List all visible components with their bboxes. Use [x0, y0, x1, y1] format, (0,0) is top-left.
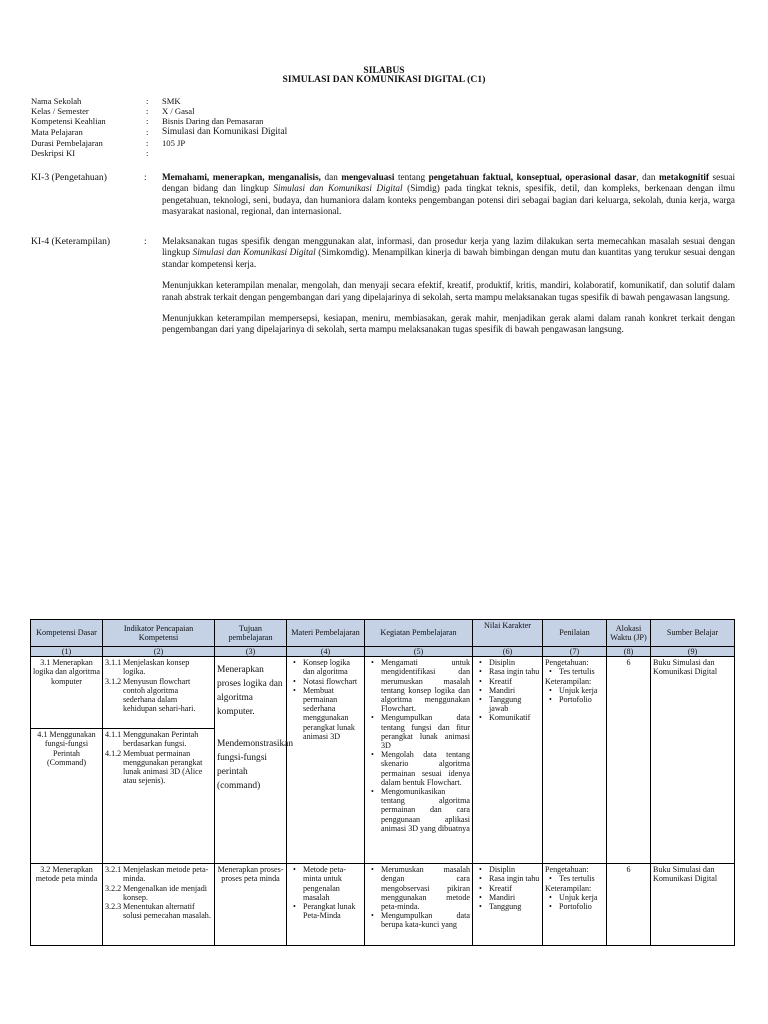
identity-value: SMK	[162, 96, 181, 106]
list-item	[105, 865, 212, 883]
list-item	[105, 730, 212, 748]
tujuan-cell	[215, 657, 294, 864]
indikator-number: 3.1.1	[105, 658, 122, 668]
ki3-bold: Memahami, menerapkan, menganalisis,	[162, 172, 321, 182]
indikator-text: Menyusun flowchart contoh algoritma sederhana dalam kehidupan sehari-hari.	[123, 676, 196, 714]
indikator-number: 3.2.3	[105, 902, 122, 912]
kd-cell	[31, 657, 103, 864]
tujuan-text: Mendemonstrasikan fungsi-fungsi perintah (command)	[217, 739, 294, 792]
identity-colon: :	[146, 127, 149, 137]
ki3-section	[31, 172, 735, 218]
nilai-cell	[473, 657, 543, 864]
column-number: (4)	[287, 647, 365, 657]
indikator-number: 4.1.1	[105, 730, 122, 740]
indikator-text: Menentukan alternatif solusi pemecahan masalah.	[123, 902, 211, 921]
ki3-text-run: dan	[320, 172, 342, 182]
table-number-row	[31, 647, 735, 657]
list-item: • Komunikatif	[489, 713, 540, 722]
ki4-text-run: (Simkomdig). Menampilkan kinerja di bawah bimbingan dengan mutu dan kuantitas yang terukur sesuai dengan standar kompetensi kerja.	[162, 247, 735, 269]
ki3-italic: Simulasi dan Komunikasi Digital	[273, 183, 403, 194]
ki3-colon: :	[144, 172, 147, 182]
kd-cell: 3.2 Menerapkan metode peta minda	[31, 864, 103, 946]
list-item	[105, 884, 212, 902]
indikator-cell	[103, 657, 215, 864]
list-item: • Kreatif	[489, 884, 540, 893]
ki4-paragraph: Menunjukkan keterampilan mempersepsi, kesiapan, meniru, membiasakan, gerak mahir, menjadikan gerak alami dalam ranah konkret terkait dengan pengembangan dari yang dipelajarinya di sekolah, serta mampu melaksanakan tugas spesifik di bawah pengawasan langsung.	[162, 313, 735, 335]
penilaian-heading: Pengetahuan:	[545, 658, 589, 668]
column-number: (7)	[543, 647, 607, 657]
list-item: • Mandiri	[489, 686, 540, 695]
waktu-cell: 6	[607, 864, 651, 946]
list-item	[105, 902, 212, 920]
indikator-group	[103, 728, 214, 863]
list-item: • Unjuk kerja	[559, 686, 604, 695]
penilaian-heading: Pengetahuan:	[545, 865, 589, 875]
ki3-text-run: sesuai dengan bidang dan lingkup	[162, 172, 736, 194]
ki3-bold: pengetahuan faktual, konseptual, operasional dasar	[428, 172, 637, 182]
column-header: Alokasi Waktu (JP)	[607, 620, 651, 647]
list-item: • Mengolah data tentang skenario algoritma permainan sesuai idenya dalam bentuk Flowchart.	[381, 750, 470, 787]
list-item: • Portofolio	[559, 695, 604, 704]
column-header: Materi Pembelajaran	[287, 620, 365, 647]
materi-cell	[287, 864, 365, 946]
ki4-label: KI-4 (Keterampilan)	[31, 236, 111, 247]
identity-label: Durasi Pembelajaran	[31, 138, 103, 148]
indikator-text: Menjelaskan konsep logika.	[123, 658, 190, 677]
identity-label: Deskripsi KI	[31, 148, 76, 158]
column-header: Kegiatan Pembelajaran	[365, 620, 473, 647]
document-title: SILABUS	[363, 66, 405, 76]
ki4-italic: Simulasi dan Komunikasi Digital	[192, 247, 316, 258]
kd-text: 4.1 Menggunakan fungsi-fungsi Perintah (Command)	[31, 728, 102, 863]
list-item: • Tes tertulis	[559, 874, 604, 883]
list-item	[105, 749, 212, 786]
indikator-number: 3.1.2	[105, 676, 122, 686]
column-number: (6)	[473, 647, 543, 657]
indikator-number: 3.2.1	[105, 865, 122, 875]
indikator-group	[103, 657, 214, 728]
ki3-bold: mengevaluasi	[341, 172, 395, 182]
identity-value: 105 JP	[162, 138, 186, 148]
column-number: (5)	[365, 647, 473, 657]
penilaian-cell	[543, 657, 607, 864]
column-header: Sumber Belajar	[651, 620, 735, 647]
column-header: Tujuan pembelajaran	[215, 620, 287, 647]
list-item: • Mengamati untuk mengidentifikasi dan merumuskan masalah tentang konsep logika dan algoritma menggunakan Flowchart.	[381, 658, 470, 713]
document-subtitle: SIMULASI DAN KOMUNIKASI DIGITAL (C1)	[282, 75, 486, 85]
penilaian-heading: Keterampilan:	[545, 676, 592, 686]
list-item: • Tanggung	[489, 902, 540, 911]
identity-value: Bisnis Daring dan Pemasaran	[162, 116, 264, 126]
column-number: (9)	[651, 647, 735, 657]
table-row	[31, 657, 735, 864]
ki3-text	[162, 172, 735, 218]
indikator-text: Mengenalkan ide menjadi konsep.	[123, 883, 208, 902]
tujuan-text: Menerapkan proses logika dan algoritma komputer.	[217, 665, 283, 718]
penilaian-cell	[543, 864, 607, 946]
ki3-text-run: (Simdig) pada tingkat teknis, spesifik, detil, dan kompleks, berkenaan dengan ilmu pengetahuan, teknologi, seni, budaya, dan humaniora dalam konteks pengembangan potensi diri sebagai bagian dari keluarga, sekolah, dunia kerja, warga masyarakat nasional, regional, dan internasional.	[162, 183, 735, 217]
waktu-cell: 6	[607, 657, 651, 864]
list-item: • Tanggung jawab	[489, 695, 540, 713]
indikator-text: Menggunakan Perintah berdasarkan fungsi.	[123, 730, 199, 749]
list-item: • Mengomunikasikan tentang algoritma permainan dan cara penggunaan aplikasi animasi 3D yang dibuatnya	[381, 787, 470, 833]
column-number: (1)	[31, 647, 103, 657]
ki4-section	[31, 236, 735, 346]
indikator-text: Membuat permainan menggunakan perangkat lunak animasi 3D (Alice atau sejenis).	[123, 748, 203, 786]
list-item	[105, 677, 212, 714]
identity-colon: :	[146, 106, 149, 116]
identity-label: Kelas / Semester	[31, 106, 89, 116]
sumber-cell: Buku Simulasi dan Komunikasi Digital	[651, 864, 735, 946]
identity-colon: :	[146, 96, 149, 106]
list-item: • Rasa ingin tahu	[489, 667, 540, 676]
indikator-number: 4.1.2	[105, 748, 122, 758]
list-item: • Mengumpulkan data tentang fungsi dan fitur perangkat lunak animasi 3D	[381, 713, 470, 750]
identity-colon: :	[146, 138, 149, 148]
identity-label: Kompetensi Keahlian	[31, 116, 106, 126]
ki4-paragraph: Menunjukkan keterampilan menalar, mengolah, dan menyaji secara efektif, kreatif, produktif, kritis, mandiri, kolaboratif, komunikatif, dan solutif dalam ranah abstrak terkait dengan pengembangan dari yang dipelajarinya di sekolah, serta mampu melaksanakan tugas spesifik di bawah pengawasan langsung.	[162, 280, 735, 302]
list-item: • Portofolio	[559, 902, 604, 911]
list-item: • Membuat permainan sederhana menggunakan perangkat lunak animasi 3D	[303, 686, 362, 741]
ki3-label: KI-3 (Pengetahuan)	[31, 172, 107, 183]
table-row	[31, 864, 735, 946]
identity-value: X / Gasal	[162, 106, 195, 116]
list-item: • Disiplin	[489, 658, 540, 667]
ki3-text-run: tentang	[394, 172, 429, 182]
identity-value: Simulasi dan Komunikasi Digital	[162, 127, 288, 137]
list-item: • Disiplin	[489, 865, 540, 874]
materi-cell	[287, 657, 365, 864]
kegiatan-cell	[365, 864, 473, 946]
indikator-number: 3.2.2	[105, 883, 122, 893]
list-item: • Merumuskan masalah dengan cara mengobservasi pikiran menggunakan metode peta-minda.	[381, 865, 470, 911]
penilaian-heading: Keterampilan:	[545, 883, 592, 893]
identity-label: Nama Sekolah	[31, 96, 82, 106]
identity-colon: :	[146, 148, 149, 158]
nilai-cell	[473, 864, 543, 946]
indikator-cell	[103, 864, 215, 946]
list-item: • Mandiri	[489, 893, 540, 902]
ki4-paragraph	[162, 236, 735, 270]
list-item: • Tes tertulis	[559, 667, 604, 676]
kegiatan-cell	[365, 657, 473, 864]
sumber-cell: Buku Simulasi dan Komunikasi Digital	[651, 657, 735, 864]
ki3-text-run: , dan	[636, 172, 659, 182]
kd-text: 3.1 Menerapkan logika dan algoritma komputer	[33, 658, 100, 686]
column-header: Indikator Pencapaian Kompetensi	[103, 620, 215, 647]
indikator-text: Menjelaskan metode peta-minda.	[123, 865, 209, 884]
identity-label: Mata Pelajaran	[31, 127, 83, 137]
tujuan-cell: Menerapkan proses-proses peta minda	[215, 864, 287, 946]
syllabus-table	[30, 619, 735, 946]
ki4-text	[162, 236, 735, 336]
column-number: (3)	[215, 647, 287, 657]
list-item: • Rasa ingin tahu	[489, 874, 540, 883]
list-item: • Konsep logika dan algoritma	[303, 658, 362, 676]
identity-colon: :	[146, 116, 149, 126]
list-item	[105, 658, 212, 676]
list-item: • Notasi flowchart	[303, 677, 362, 686]
table-header-row	[31, 620, 735, 647]
ki3-bold: metakognitif	[658, 172, 709, 182]
list-item: • Mengumpulkan data berupa kata-kunci yang	[381, 911, 470, 929]
list-item: • Unjuk kerja	[559, 893, 604, 902]
list-item: • Perangkat lunak Peta-Minda	[303, 902, 362, 920]
column-header: Penilaian	[543, 620, 607, 647]
ki4-text-run: Melaksanakan tugas spesifik dengan menggunakan alat, informasi, dan prosedur kerja yang lazim dilakukan serta memecahkan masalah sesuai dengan lingkup	[162, 236, 735, 258]
list-item: • Metode peta-minta untuk pengenalan masalah	[303, 865, 362, 902]
list-item: • Kreatif	[489, 677, 540, 686]
column-number: (2)	[103, 647, 215, 657]
column-header: Nilai Karakter	[473, 620, 543, 647]
column-number: (8)	[607, 647, 651, 657]
column-header: Kompetensi Dasar	[31, 620, 103, 647]
ki4-colon: :	[144, 236, 147, 246]
